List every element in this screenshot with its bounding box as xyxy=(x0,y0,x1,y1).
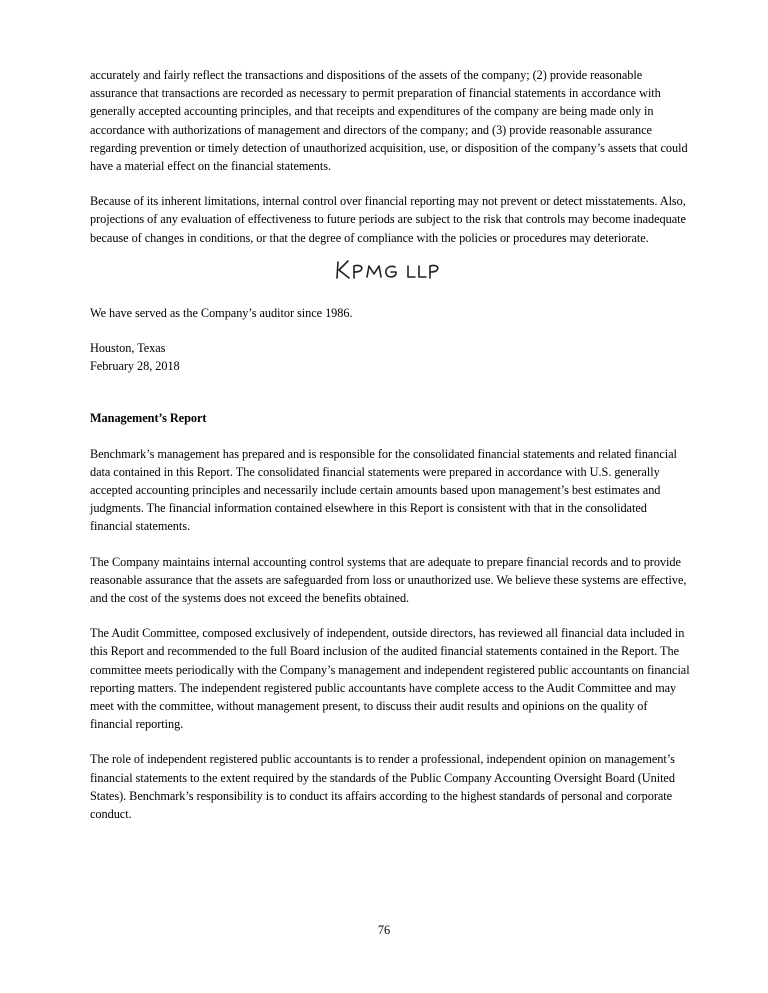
management-report-heading: Management’s Report xyxy=(90,411,207,426)
management-paragraph-accountants-role: The role of independent registered public accountants is to render a professional, independent opinion on management’s financial statements to the extent required by the standards of the Public Company Accounting Oversight Board (United States). Benchmark’s responsibility is to conduct its affairs according to the highest standards of personal and corporate conduct. xyxy=(90,752,675,822)
paragraph-internal-controls: accurately and fairly reflect the transactions and dispositions of the assets of the company; (2) provide reasonable assurance that transactions are recorded as necessary to permit preparation of financial statements in accordance with generally accepted accounting principles, and that receipts and expenditures of the company are being made only in accordance with authorizations of management and directors of the company; and (3) provide reasonable assurance regarding prevention or timely detection of unauthorized acquisition, use, or disposition of the company’s assets that could have a material effect on the financial statements. xyxy=(90,68,688,174)
auditor-signature xyxy=(90,256,690,304)
kpmg-signature-mark xyxy=(334,256,446,286)
report-date: February 28, 2018 xyxy=(90,359,180,374)
management-paragraph-controls: The Company maintains internal accounting control systems that are adequate to prepare financial records and to provide reasonable assurance that the assets are safeguarded from loss or unauthorized use. We believe these systems are effective, and the cost of the systems does not exceed the benefits obtained. xyxy=(90,554,687,606)
report-city: Houston, Texas xyxy=(90,341,166,356)
auditor-tenure: We have served as the Company’s auditor since 1986. xyxy=(90,305,353,320)
page-number: 76 xyxy=(377,923,391,937)
management-paragraph-responsibility: Benchmark’s management has prepared and is responsible for the consolidated financial statements and related financial data contained in this Report. The consolidated financial statements were prepared in accordance with U.S. generally accepted accounting principles and necessarily include certain amounts based upon management’s best estimates and judgments. The financial information contained elsewhere in this Report is consistent with that in the consolidated financial statements. xyxy=(90,446,677,534)
document-body xyxy=(90,66,690,823)
management-paragraph-audit-committee: The Audit Committee, composed exclusively of independent, outside directors, has reviewed all financial data included in this Report and recommended to the full Board inclusion of the audited financial statements contained in the Report. The committee meets periodically with the Company’s management and independent registered public accountants on financial reporting matters. The independent registered public accountants have complete access to the Audit Committee and may meet with the committee, without management present, to discuss their audit results and opinions on the quality of financial reporting. xyxy=(90,626,690,732)
paragraph-inherent-limitations: Because of its inherent limitations, internal control over financial reporting may not prevent or detect misstatements. Also, projections of any evaluation of effectiveness to future periods are subject to the risk that controls may become inadequate because of changes in conditions, or that the degree of compliance with the policies or procedures may deteriorate. xyxy=(90,194,686,245)
